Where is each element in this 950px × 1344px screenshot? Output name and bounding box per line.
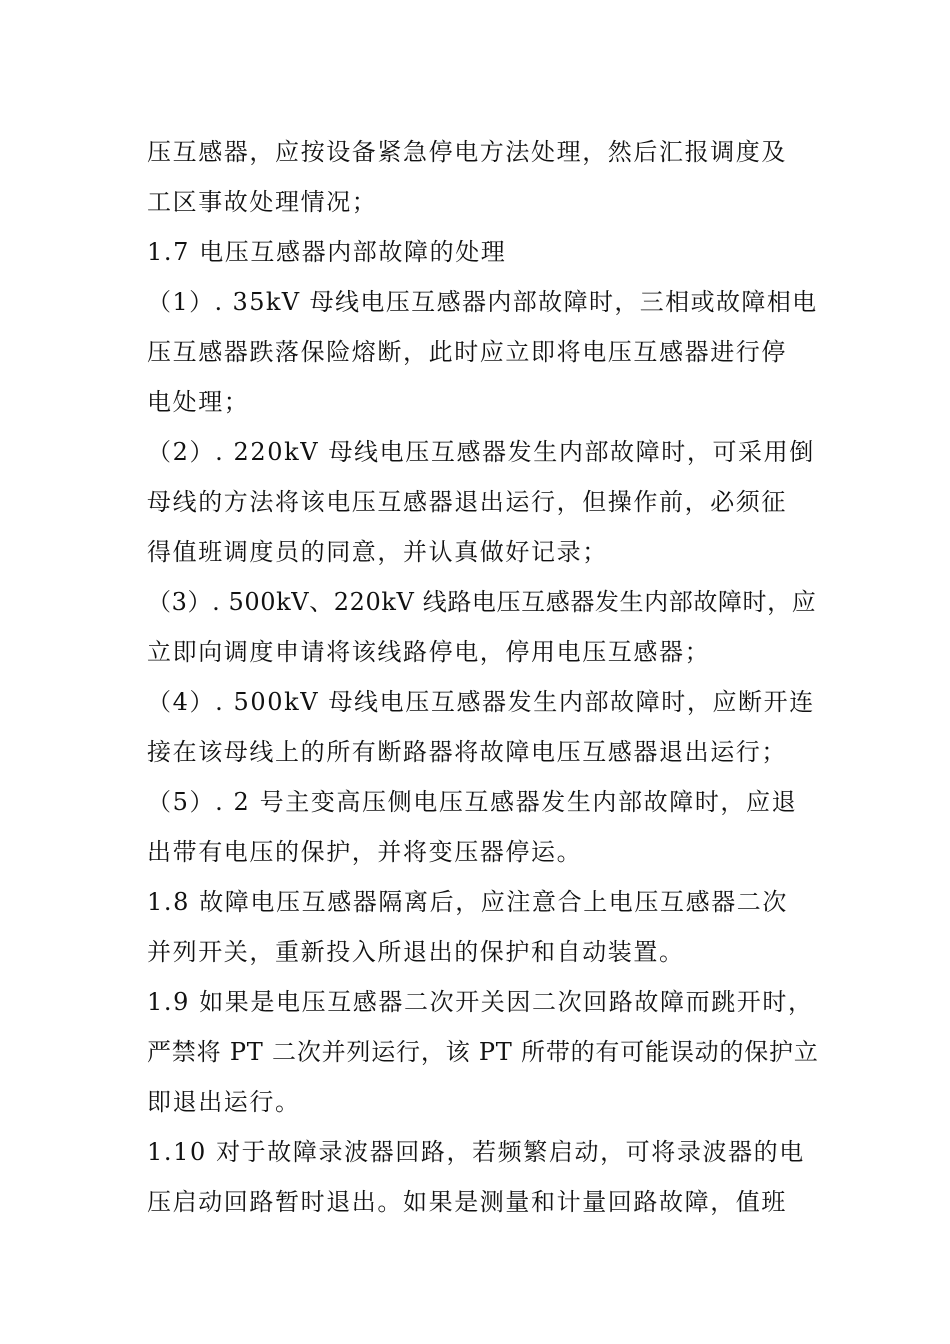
text-line: 出带有电压的保护，并将变压器停运。 bbox=[147, 838, 583, 866]
text-line: 电处理； bbox=[147, 388, 250, 416]
text-line: 严禁将 PT 二次并列运行，该 PT 所带的有可能误动的保护立 bbox=[147, 1038, 819, 1066]
text-line: 立即向调度申请将该线路停电，停用电压互感器； bbox=[147, 638, 711, 666]
text-line: 1.8 故障电压互感器隔离后，应注意合上电压互感器二次 bbox=[147, 888, 788, 916]
text-line: 得值班调度员的同意，并认真做好记录； bbox=[147, 538, 608, 566]
text-line: 压启动回路暂时退出。如果是测量和计量回路故障，值班 bbox=[147, 1188, 787, 1216]
text-line: （3）. 500kV、220kV 线路电压互感器发生内部故障时，应 bbox=[147, 588, 817, 616]
text-line: 压互感器跌落保险熔断，此时应立即将电压互感器进行停 bbox=[147, 338, 787, 366]
text-line: 接在该母线上的所有断路器将故障电压互感器退出运行； bbox=[147, 738, 787, 766]
text-line: 即退出运行。 bbox=[147, 1088, 301, 1116]
text-line: 工区事故处理情况； bbox=[147, 188, 378, 216]
text-line: 母线的方法将该电压互感器退出运行，但操作前，必须征 bbox=[147, 488, 787, 516]
text-line: 并列开关，重新投入所退出的保护和自动装置。 bbox=[147, 938, 685, 966]
text-line: 1.9 如果是电压互感器二次开关因二次回路故障而跳开时， bbox=[147, 988, 814, 1016]
text-line: 1.10 对于故障录波器回路，若频繁启动，可将录波器的电 bbox=[147, 1138, 805, 1166]
section-heading: 1.7 电压互感器内部故障的处理 bbox=[147, 238, 507, 266]
text-line: （4）. 500kV 母线电压互感器发生内部故障时，应断开连 bbox=[147, 688, 815, 716]
text-line: 压互感器，应按设备紧急停电方法处理，然后汇报调度及 bbox=[147, 138, 787, 166]
text-line: （2）. 220kV 母线电压互感器发生内部故障时，可采用倒 bbox=[147, 438, 815, 466]
text-line: （5）. 2 号主变高压侧电压互感器发生内部故障时，应退 bbox=[147, 788, 798, 816]
text-line: （1）. 35kV 母线电压互感器内部故障时，三相或故障相电 bbox=[147, 288, 818, 316]
